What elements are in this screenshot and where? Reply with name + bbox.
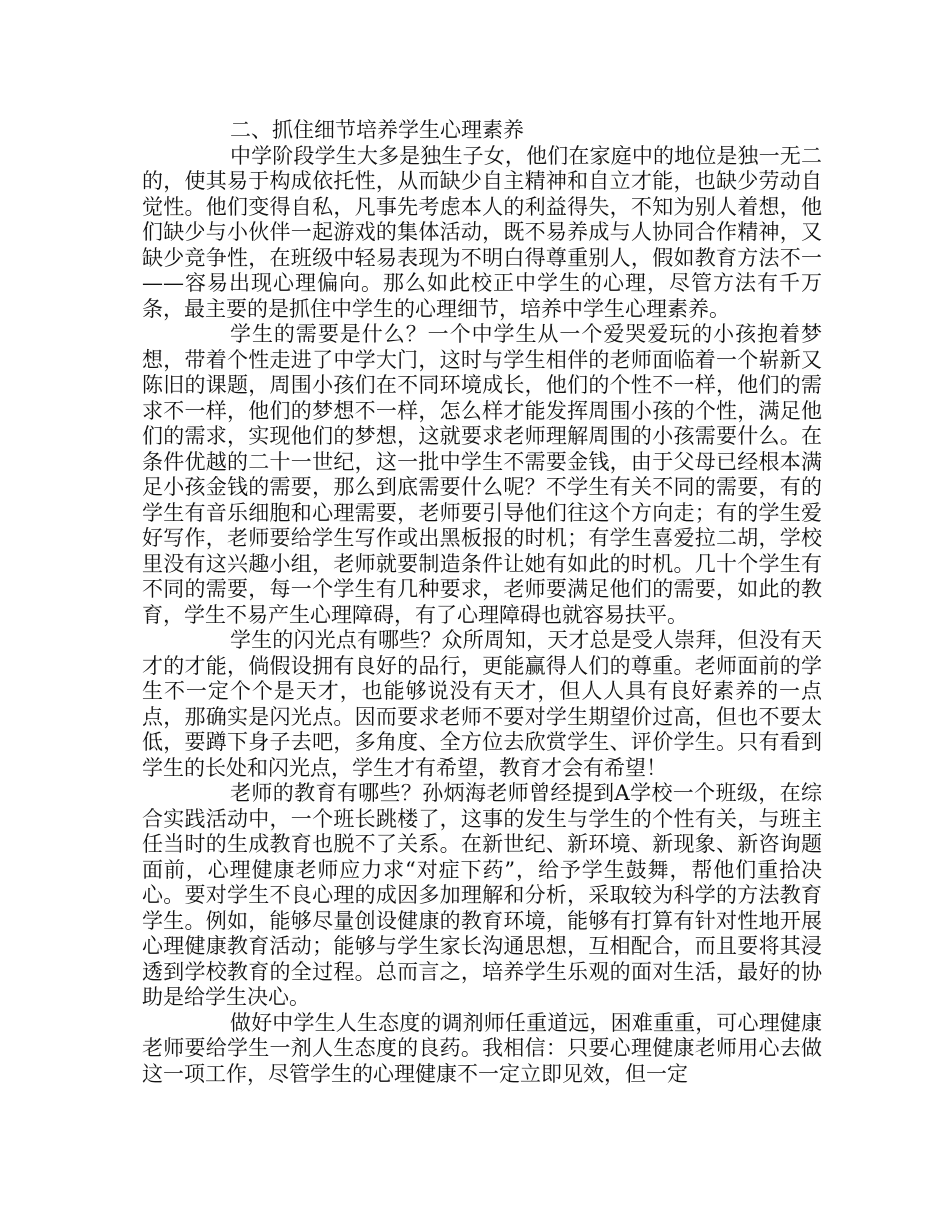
paragraph-teacher-education: 老师的教育有哪些？孙炳海老师曾经提到A学校一个班级，在综合实践活动中，一个班长跳楼了，这事的发生与学生的个性有关，与班主任当时的生成教育也脱不了关系。在新世纪、新环境、新现象、新咨询题面前，心理健康老师应力求“对症下药”，给予学生鼓舞，帮他们重拾决心。要对学生不良心理的成因多加理解和分析，采取较为科学的方法教育学生。例如，能够尽量创设健康的教育环境，能够有打算有针对性地开展心理健康教育活动；能够与学生家长沟通思想，互相配合，而且要将其浸透到学校教育的全过程。总而言之，培养学生乐观的面对生活，最好的协助是给学生决心。 [142,781,822,1009]
paragraph-only-child: 中学阶段学生大多是独生子女，他们在家庭中的地位是独一无二的，使其易于构成依托性，从而缺少自主精神和自立才能，也缺少劳动自觉性。他们变得自私，凡事先考虑本人的利益得失，不知为别人着想，他们缺少与小伙伴一起游戏的集体活动，既不易养成与人协同合作精神，又缺少竞争性，在班级中轻易表现为不明白得尊重别人，假如教育方法不一——容易出现心理偏向。那么如此校正中学生的心理，尽管方法有千万条，最主要的是抓住中学生的心理细节，培养中学生心理素养。 [142,143,822,321]
paragraph-student-highlights: 学生的闪光点有哪些？众所周知，天才总是受人崇拜，但没有天才的才能，倘假设拥有良好的品行，更能赢得人们的尊重。老师面前的学生不一定个个是天才，也能够说没有天才，但人人具有良好素养的一点点，那确实是闪光点。因而要求老师不要对学生期望价过高，但也不要太低，要蹲下身子去吧，多角度、全方位去欣赏学生、评价学生。只有看到学生的长处和闪光点，学生才有希望，教育才会有希望！ [142,628,822,780]
paragraph-student-needs: 学生的需要是什么？一个中学生从一个爱哭爱玩的小孩抱着梦想，带着个性走进了中学大门，这时与学生相伴的老师面临着一个崭新又陈旧的课题，周围小孩们在不同环境成长，他们的个性不一样，他们的需求不一样，他们的梦想不一样，怎么样才能发挥周围小孩的个性，满足他们的需求，实现他们的梦想，这就要求老师理解周围的小孩需要什么。在条件优越的二十一世纪，这一批中学生不需要金钱，由于父母已经根本满足小孩金钱的需要，那么到底需要什么呢？不学生有关不同的需要，有的学生有音乐细胞和心理需要，老师要引导他们往这个方向走；有的学生爱好写作，老师要给学生写作或出黑板报的时机；有学生喜爱拉二胡，学校里没有这兴趣小组，老师就要制造条件让她有如此的时机。几十个学生有不同的需要，每一个学生有几种要求，老师要满足他们的需要，如此的教育，学生不易产生心理障碍，有了心理障碍也就容易扶平。 [142,322,822,627]
document-body [142,118,822,1087]
paragraph-life-attitude: 做好中学生人生态度的调剂师任重道远，困难重重，可心理健康老师要给学生一剂人生态度的良药。我相信：只要心理健康老师用心去做这一项工作，尽管学生的心理健康不一定立即见效，但一定 [142,1010,822,1086]
section-heading: 二、抓住细节培养学生心理素养 [230,118,524,142]
